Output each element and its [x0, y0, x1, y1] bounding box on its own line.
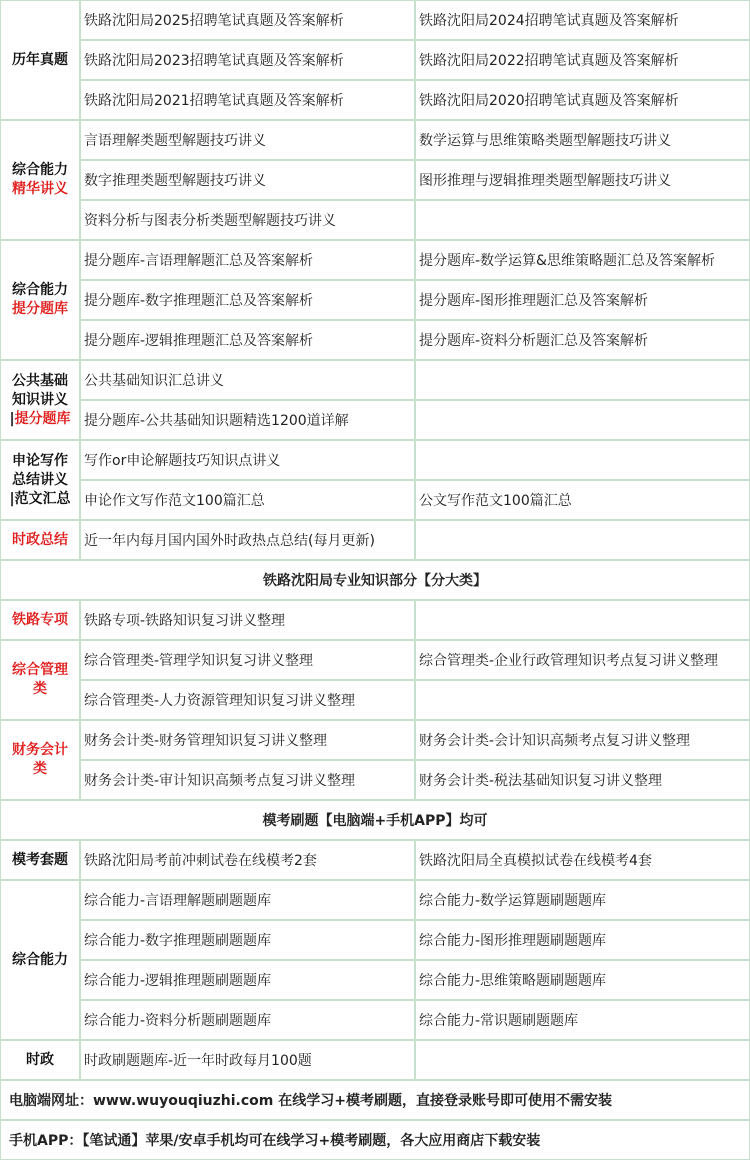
table-row — [0, 40, 750, 80]
empty-cell — [415, 360, 750, 400]
list-item[interactable]: 数字推理类题型解题技巧讲义 — [80, 160, 415, 200]
table-row — [0, 520, 750, 560]
empty-cell — [415, 520, 750, 560]
table-row — [0, 320, 750, 360]
category-ability-notes: 综合能力 精华讲义 — [0, 120, 80, 240]
category-current-affairs-practice: 时政 — [0, 1040, 80, 1080]
list-item[interactable]: 提分题库-公共基础知识题精选1200道详解 — [80, 400, 415, 440]
list-item[interactable]: 综合能力-逻辑推理题刷题题库 — [80, 960, 415, 1000]
category-past-exams: 历年真题 — [0, 0, 80, 120]
table-row — [0, 720, 750, 760]
list-item[interactable]: 言语理解类题型解题技巧讲义 — [80, 120, 415, 160]
list-item[interactable]: 综合能力-常识题刷题题库 — [415, 1000, 750, 1040]
list-item[interactable]: 资料分析与图表分析类题型解题技巧讲义 — [80, 200, 415, 240]
table-row — [0, 360, 750, 400]
list-item[interactable]: 时政刷题题库-近一年时政每月100题 — [80, 1040, 415, 1080]
list-item[interactable]: 综合能力-数字推理题刷题题库 — [80, 920, 415, 960]
table-row — [0, 760, 750, 800]
table-row — [0, 560, 750, 600]
table-row — [0, 680, 750, 720]
list-item[interactable]: 提分题库-数字推理题汇总及答案解析 — [80, 280, 415, 320]
list-item[interactable]: 综合能力-言语理解题刷题题库 — [80, 880, 415, 920]
empty-cell — [415, 400, 750, 440]
table-row — [0, 160, 750, 200]
list-item[interactable]: 提分题库-图形推理题汇总及答案解析 — [415, 280, 750, 320]
table-row — [0, 1120, 750, 1160]
section-header-professional: 铁路沈阳局专业知识部分【分大类】 — [0, 560, 750, 600]
list-item[interactable]: 铁路专项-铁路知识复习讲义整理 — [80, 600, 415, 640]
table-row — [0, 960, 750, 1000]
empty-cell — [415, 1040, 750, 1080]
list-item[interactable]: 提分题库-数学运算&思维策略题汇总及答案解析 — [415, 240, 750, 280]
footer-app[interactable]: 手机APP：【笔试通】苹果/安卓手机均可在线学习+模考刷题，各大应用商店下载安装 — [0, 1120, 750, 1160]
table-row — [0, 920, 750, 960]
list-item[interactable]: 财务会计类-审计知识高频考点复习讲义整理 — [80, 760, 415, 800]
list-item[interactable]: 铁路沈阳局2022招聘笔试真题及答案解析 — [415, 40, 750, 80]
list-item[interactable]: 财务会计类-财务管理知识复习讲义整理 — [80, 720, 415, 760]
list-item[interactable]: 铁路沈阳局2024招聘笔试真题及答案解析 — [415, 0, 750, 40]
table-row — [0, 600, 750, 640]
category-mock-sets: 模考套题 — [0, 840, 80, 880]
table-row — [0, 1080, 750, 1120]
list-item[interactable]: 铁路沈阳局2025招聘笔试真题及答案解析 — [80, 0, 415, 40]
table-row — [0, 1000, 750, 1040]
table-row — [0, 440, 750, 480]
list-item[interactable]: 综合管理类-企业行政管理知识考点复习讲义整理 — [415, 640, 750, 680]
category-current-affairs: 时政总结 — [0, 520, 80, 560]
table-row — [0, 200, 750, 240]
list-item[interactable]: 铁路沈阳局全真模拟试卷在线模考4套 — [415, 840, 750, 880]
category-essay-writing: 申论写作 总结讲义 |范文汇总 — [0, 440, 80, 520]
table-row — [0, 800, 750, 840]
category-railway-special: 铁路专项 — [0, 600, 80, 640]
table-row — [0, 120, 750, 160]
list-item[interactable]: 综合管理类-管理学知识复习讲义整理 — [80, 640, 415, 680]
table-row — [0, 400, 750, 440]
list-item[interactable]: 综合能力-思维策略题刷题题库 — [415, 960, 750, 1000]
list-item[interactable]: 综合管理类-人力资源管理知识复习讲义整理 — [80, 680, 415, 720]
table-row — [0, 0, 750, 40]
table-row — [0, 1040, 750, 1080]
table-row — [0, 840, 750, 880]
section-header-mock-exams: 模考刷题【电脑端+手机APP】均可 — [0, 800, 750, 840]
list-item[interactable]: 公共基础知识汇总讲义 — [80, 360, 415, 400]
empty-cell — [415, 200, 750, 240]
empty-cell — [415, 440, 750, 480]
table-row — [0, 880, 750, 920]
category-public-basics: 公共基础 知识讲义 |提分题库 — [0, 360, 80, 440]
list-item[interactable]: 财务会计类-税法基础知识复习讲义整理 — [415, 760, 750, 800]
category-ability-practice: 综合能力 — [0, 880, 80, 1040]
list-item[interactable]: 公文写作范文100篇汇总 — [415, 480, 750, 520]
list-item[interactable]: 铁路沈阳局2021招聘笔试真题及答案解析 — [80, 80, 415, 120]
table-row — [0, 640, 750, 680]
category-finance: 财务会计 类 — [0, 720, 80, 800]
table-row — [0, 80, 750, 120]
list-item[interactable]: 综合能力-数学运算题刷题题库 — [415, 880, 750, 920]
list-item[interactable]: 申论作文写作范文100篇汇总 — [80, 480, 415, 520]
list-item[interactable]: 数学运算与思维策略类题型解题技巧讲义 — [415, 120, 750, 160]
empty-cell — [415, 680, 750, 720]
list-item[interactable]: 铁路沈阳局2023招聘笔试真题及答案解析 — [80, 40, 415, 80]
list-item[interactable]: 财务会计类-会计知识高频考点复习讲义整理 — [415, 720, 750, 760]
category-management: 综合管理 类 — [0, 640, 80, 720]
table-row — [0, 480, 750, 520]
list-item[interactable]: 提分题库-言语理解题汇总及答案解析 — [80, 240, 415, 280]
table-row — [0, 280, 750, 320]
table-row — [0, 240, 750, 280]
footer-website[interactable]: 电脑端网址：www.wuyouqiuzhi.com 在线学习+模考刷题，直接登录账号即可使用不需安装 — [0, 1080, 750, 1120]
category-ability-bank: 综合能力 提分题库 — [0, 240, 80, 360]
list-item[interactable]: 铁路沈阳局考前冲刺试卷在线模考2套 — [80, 840, 415, 880]
list-item[interactable]: 铁路沈阳局2020招聘笔试真题及答案解析 — [415, 80, 750, 120]
list-item[interactable]: 写作or申论解题技巧知识点讲义 — [80, 440, 415, 480]
list-item[interactable]: 提分题库-资料分析题汇总及答案解析 — [415, 320, 750, 360]
list-item[interactable]: 综合能力-图形推理题刷题题库 — [415, 920, 750, 960]
list-item[interactable]: 近一年内每月国内国外时政热点总结(每月更新) — [80, 520, 415, 560]
empty-cell — [415, 600, 750, 640]
list-item[interactable]: 图形推理与逻辑推理类题型解题技巧讲义 — [415, 160, 750, 200]
list-item[interactable]: 提分题库-逻辑推理题汇总及答案解析 — [80, 320, 415, 360]
list-item[interactable]: 综合能力-资料分析题刷题题库 — [80, 1000, 415, 1040]
